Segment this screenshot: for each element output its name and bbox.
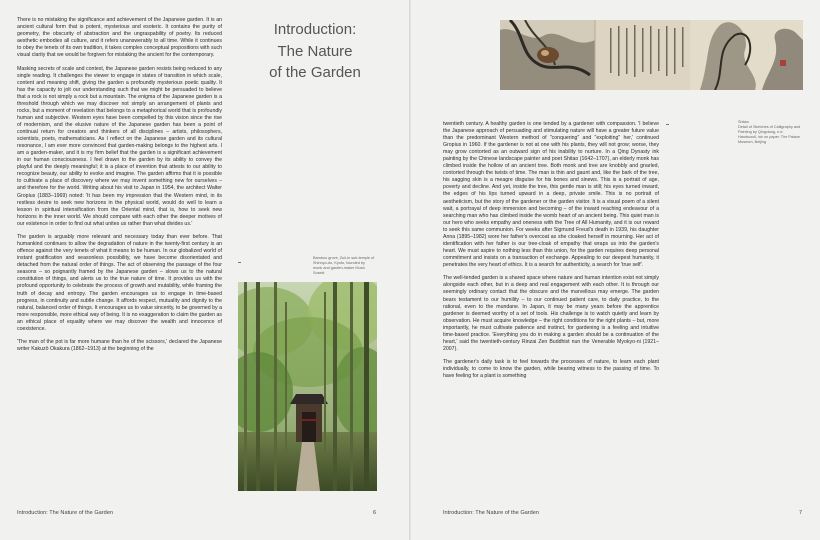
left-page-number: 6 (373, 510, 377, 516)
body-paragraph: 'The man of the pot is far more humane than he of the scissors,' declared the Japanese writer Kakuzō Okakura (1862–1913) at the beginning of the (17, 339, 222, 353)
body-paragraph: Masking secrets of scale and context, the Japanese garden resists being reduced to any single reading. It challenges the viewer to engage in states of transition in which scale, content and meaning shift, giving the garden a profoundly mysterious poetic quality. It has the capacity to jolt our understanding such that we might be persuaded to believe that a rock is not simply a rock but a mountain. The enigma of the Japanese garden is a threshold through which we may discover not simply an arrangement of plants and rocks, but a moment of revelation that belongs to a metaphorical world that is profoundly human and subjective. Western eyes have been compelled by this vision since the rise of modernism, and the elusive nature of the Japanese garden has been a point of continual return for creators and thinkers of all disciplines – artists, philosophers, scientists, poets, mathematicians. As I reflect on the Japanese garden and its cultural resonance, I am ever more convinced that garden-making belongs to the highest arts. I am a garden-maker, and it is my firm belief that the garden is a significant achievement in our human consciousness. I feel drawn to the garden by its ability to convey the playful and the deeply meaningful; it is a place of invention that attests to our ability to recognize beauty, our ability to evoke and imagine. The garden affirms that it is possible to cultivate a place of discovery where we may invent something new for ourselves – and therefore for the world. Writing about his visit to Japan in 1954, the architect Walter Gropius (1883–1969) noted: 'It has been my impression that the Western mind, in its restless desire to seek new horizons in the physical world, would do well to learn a lesson in spiritual intensification from the Oriental mind, that is, how to seek new horizons in the inner world. We should compare with each other the deeper motives of our existence in order to find out what unites us rather than what divides us.' (17, 65, 222, 227)
body-paragraph: twentieth century. A healthy garden is one tended by a gardener with compassion. 'I believe the Japanese approach of persuading and stimulating nature will have a greater future value than the predominant Western method of "conquering" and "exploiting" her,' continued Gropius in 1960. If the gardener is not at one with his plants, they will not grow; worse, they may grow contorted as an outward sign of his inability to nurture. In a Qing Dynasty ink painting by the Chinese landscape painter and poet Shitao (1642–1707), an elderly monk has climbed inside the hollow of an ancient tree. Both monk and tree are knobbly and gnarled, contorted through the twists of time. The man is thin and gaunt and, like the bark of the tree, his sagging skin is a meagre disguise for his bones and sinews. This is a portrait of age, poverty and decline. And yet, inside the tree, this gentle man is still; his eyes turned inward, the edges of his lips turned upward in a deep, private smile. This is no portrait of aestheticism, but the story of the gardener or the garden visitor. It is a visual poem of a silent wait, a portrayal of deep immersion and becoming – of the inward reaching endeavour of a searching man who has climbed inside the womb heart of an ancient being. This quiet man is our hero who seeks empathy and oneness with the Tree of All Humanity, and it is our reward to seek this same communion. For weeks after Sigmund Freud's death in 1939, his daughter Anna (1895–1982) wore her father's overcoat as she cloaked herself in mourning. Her act of identification with her father is our tree-cloak of empathy that wraps us into the garden's heart. We must aspire to nothing less than this union, for the garden requires deep personal commitment and insists on a transaction of exchange. Appealing to our deepest humanity, it penetrates the very heart of ethics. It is a search for authenticity, a search for 'true self'. (443, 121, 659, 268)
left-page (0, 0, 409, 540)
title-line: Introduction: (273, 21, 357, 38)
body-paragraph: The gardener's daily task is to feel towards the processes of nature, to learn each plant individually, to come to know the garden, while bearing witness to the passing of time. To have feeling for a plant is something (443, 359, 659, 380)
caption-marker (238, 262, 241, 263)
right-page-number: 7 (799, 510, 803, 516)
body-paragraph: The well-tended garden is a shared space where nature and human intention exist not simply alongside each other, but in a deep and real engagement with each other. It is through our seemingly ordinary contact that the obscure and the marvellous may emerge. The garden bears testament to our humility – to our continued patient care, to daily practice, to the rational, even to the mundane. In Japan, it may be many years before the apprentice gardener is deemed worthy of a set of tools. His challenge is to watch quietly and learn by observation. He must acquire knowledge – the right conditions for the right plants – but, more importantly, he must cultivate patience and instinct, for gardening is a feeling and intuitive time-based practice. 'Everything you do in making a garden should be a continuation of the heart,' said the twentieth-century Rinzai Zen Buddhist nun the Venerable Myokyo-ni (1921–2007). (443, 275, 659, 352)
left-column-text (17, 17, 222, 360)
chapter-title (240, 19, 390, 84)
right-column-text (443, 121, 659, 387)
right-footer: Introduction: The Nature of the Garden (443, 510, 539, 516)
left-footer: Introduction: The Nature of the Garden (17, 510, 113, 516)
caption-marker (666, 124, 669, 125)
title-line: The Nature (277, 42, 353, 60)
ink-painting-image (500, 20, 803, 90)
photo-caption: Bamboo grove, Zuii-in sub-temple of Shinnyo-do, Kyoto, founded by monk and garden-maker Musō Soseki (313, 256, 375, 275)
intro-paragraph: There is no mistaking the significance and achievement of the Japanese garden. It is an ancient cultural form that is potent, mysterious and esoteric. It contains the purity of geometry, the obscurity of abstraction and the ungraspability of poetry. Its reduced aesthetic embodies all culture, and it refers unanswerably to all time. While it continues to obey the tenets of its own tradition, it takes complex conceptual propositions with such visual clarity that we would be forgiven for mistaking the ancient for the contemporary. (17, 17, 222, 59)
shitao-handscroll-painting (500, 20, 803, 90)
bamboo-grove-image (238, 282, 377, 491)
bamboo-grove-photo (238, 282, 377, 491)
title-line: of the Garden (269, 64, 361, 81)
body-paragraph: The garden is arguably more relevant and necessary today than ever before. That humankind continues to allow the degradation of nature in the twenty-first century is an offence against the very tenets of what it means to be human. In our globalized world of instant gratification and seasonless possibility, we have become disorientated and detached from the natural order of things. The act of observing the passage of the four seasons – so poignantly framed by the Japanese garden – slows us to the natural constitution of things, and alerts us to the true nature of time. It provides us with the profound opportunity to celebrate the process of growth and mutability, while framing the truth of decay and entropy. The garden encourages us to engage in time-based progress, in continuity and subtle change. It affords respect, mutuality and dignity to the natural, balanced order of things. It encourages us to value sincerity, to be governed by a more responsible, more ethical way of being. It is no exaggeration to claim the garden as an ethical place of equality where we may discover the wealth and innocence of coexistence. (17, 234, 222, 332)
painting-caption: Shitao Detail of Sketches of Calligraphy and Painting by Qingxiang, n.d. Handscroll, ink on paper. The Palace Museum, Beijing (738, 120, 801, 144)
